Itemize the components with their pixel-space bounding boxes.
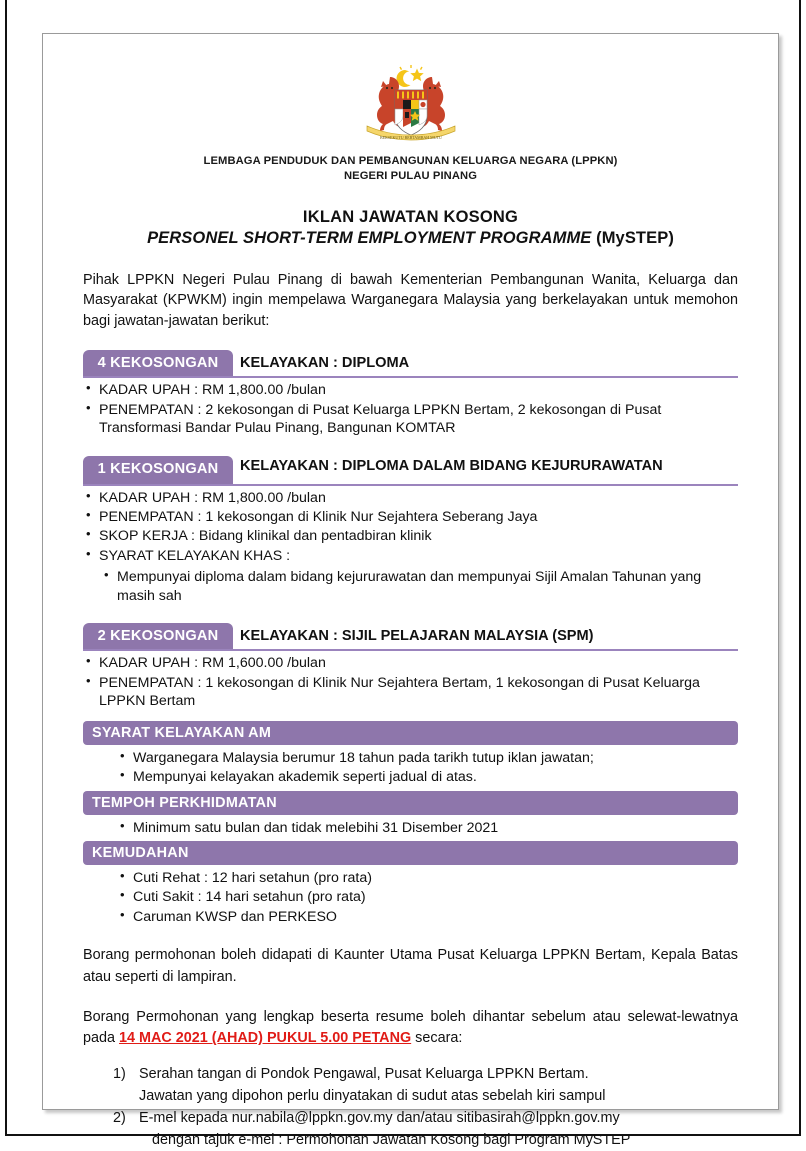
job-listing-1	[83, 350, 738, 437]
job-header-3	[83, 623, 738, 651]
list-item-line-2: Jawatan yang dipohon perlu dinyatakan di sudut atas sebelah kiri sampul	[139, 1087, 606, 1104]
deadline-highlight: 14 MAC 2021 (AHAD) PUKUL 5.00 PETANG	[119, 1030, 412, 1047]
job-listing-2	[83, 456, 738, 606]
vacancy-badge-3: 2 KEKOSONGAN	[83, 623, 233, 649]
list-item-line-1: E-mel kepada nur.nabila@lppkn.gov.my dan/atau sitibasirah@lppkn.gov.my	[139, 1110, 620, 1127]
list-item: • Mempunyai kelayakan akademik seperti jadual di atas.	[117, 768, 738, 786]
section-heading-kemudahan: KEMUDAHAN	[83, 841, 738, 865]
job-subbullets-2	[101, 568, 738, 605]
title-sub-italic: PERSONEL SHORT-TERM EMPLOYMENT PROGRAMME	[147, 228, 592, 247]
org-line-1: LEMBAGA PENDUDUK DAN PEMBANGUNAN KELUARGA NEGARA (LPPKN)	[203, 155, 618, 167]
section-heading-tempoh-perkhidmatan: TEMPOH PERKHIDMATAN	[83, 791, 738, 815]
vacancy-badge-1: 4 KEKOSONGAN	[83, 350, 233, 376]
title-main: IKLAN JAWATAN KOSONG	[302, 207, 519, 226]
list-item: • Cuti Sakit : 14 hari setahun (pro rata)	[117, 888, 738, 906]
job-bullets-3	[83, 654, 738, 710]
capture-frame	[5, 0, 801, 1148]
deadline-text-after: secara:	[411, 1030, 463, 1047]
closing-paragraph-1: Borang permohonan boleh didapati di Kaunter Utama Pusat Keluarga LPPKN Bertam, Kepala Batas atau seperti di lampiran.	[83, 947, 738, 985]
vacancy-badge-2: 1 KEKOSONGAN	[83, 456, 233, 484]
list-item: • Warganegara Malaysia berumur 18 tahun pada tarikh tutup iklan jawatan;	[117, 749, 738, 767]
list-item: • Caruman KWSP dan PERKESO	[117, 908, 738, 926]
list-item: • PENEMPATAN : 1 kekosongan di Klinik Nur Sejahtera Seberang Jaya	[83, 508, 738, 526]
organisation-heading	[83, 154, 738, 184]
section-items-syarat-kelayakan-am	[117, 749, 738, 787]
list-item: • Mempunyai diploma dalam bidang kejururawatan dan mempunyai Sijil Amalan Tahunan yang masih sah	[101, 568, 738, 605]
deadline-text-before: Borang Permohonan yang lengkap beserta resume boleh dihantar sebelum atau selewat-lewatnya pada	[83, 1008, 738, 1047]
list-item: • Cuti Rehat : 12 hari setahun (pro rata)	[117, 869, 738, 887]
list-item: • Minimum satu bulan dan tidak melebihi 31 Disember 2021	[117, 819, 738, 837]
document-page	[42, 33, 779, 1148]
list-item-line-1: Serahan tangan di Pondok Pengawal, Pusat Keluarga LPPKN Bertam.	[139, 1065, 589, 1082]
list-item: • SYARAT KELAYAKAN KHAS :	[83, 547, 738, 565]
list-item: • PENEMPATAN : 2 kekosongan di Pusat Keluarga LPPKN Bertam, 2 kekosongan di Pusat Transformasi Bandar Pulau Pinang, Bangunan KOMTAR	[83, 401, 738, 438]
intro-paragraph: Pihak LPPKN Negeri Pulau Pinang di bawah Kementerian Pembangunan Wanita, Keluarga dan Masyarakat (KPWKM) ingin mempelawa Warganegara Malaysia yang berkelayakan untuk memohon bagi jawatan-jawatan berikut:	[83, 271, 738, 330]
list-item	[113, 1064, 738, 1107]
qualification-title-2: KELAYAKAN : DIPLOMA DALAM BIDANG KEJURURAWATAN	[240, 457, 663, 474]
org-line-2: NEGERI PULAU PINANG	[343, 169, 478, 182]
submission-methods-list	[83, 1064, 738, 1151]
list-item-number: 2)	[113, 1110, 126, 1127]
section-heading-syarat-kelayakan-am: SYARAT KELAYAKAN AM	[83, 721, 738, 745]
job-bullets-2	[83, 489, 738, 566]
section-items-kemudahan	[117, 869, 738, 926]
job-bullets-1	[83, 381, 738, 437]
list-item-line-2: dengan tajuk e-mel : Permohonan Jawatan Kosong bagi Program MySTEP	[152, 1131, 631, 1148]
svg-text:BERSEKUTU BERTAMBAH MUTU: BERSEKUTU BERTAMBAH MUTU	[379, 135, 442, 140]
list-item: • KADAR UPAH : RM 1,800.00 /bulan	[83, 489, 738, 507]
closing-paragraph-2	[83, 1007, 738, 1050]
list-item	[113, 1108, 738, 1151]
job-listing-3	[83, 623, 738, 710]
section-items-tempoh-perkhidmatan	[117, 819, 738, 837]
list-item: • KADAR UPAH : RM 1,800.00 /bulan	[83, 381, 738, 399]
list-item: • PENEMPATAN : 1 kekosongan di Klinik Nur Sejahtera Bertam, 1 kekosongan di Pusat Keluarga LPPKN Bertam	[83, 674, 738, 711]
title-sub	[83, 229, 738, 248]
malaysia-coat-of-arms-icon	[359, 64, 463, 151]
qualification-title-3: KELAYAKAN : SIJIL PELAJARAN MALAYSIA (SPM)	[240, 627, 594, 644]
title-sub-roman: (MySTEP)	[591, 228, 674, 247]
list-item: • KADAR UPAH : RM 1,600.00 /bulan	[83, 654, 738, 672]
crest-container	[83, 64, 738, 150]
page-title	[83, 208, 738, 248]
qualification-title-1: KELAYAKAN : DIPLOMA	[240, 354, 410, 371]
list-item-number: 1)	[113, 1065, 126, 1082]
job-header-1	[83, 350, 738, 378]
list-item: • SKOP KERJA : Bidang klinikal dan pentadbiran klinik	[83, 527, 738, 545]
job-header-2	[83, 456, 738, 486]
